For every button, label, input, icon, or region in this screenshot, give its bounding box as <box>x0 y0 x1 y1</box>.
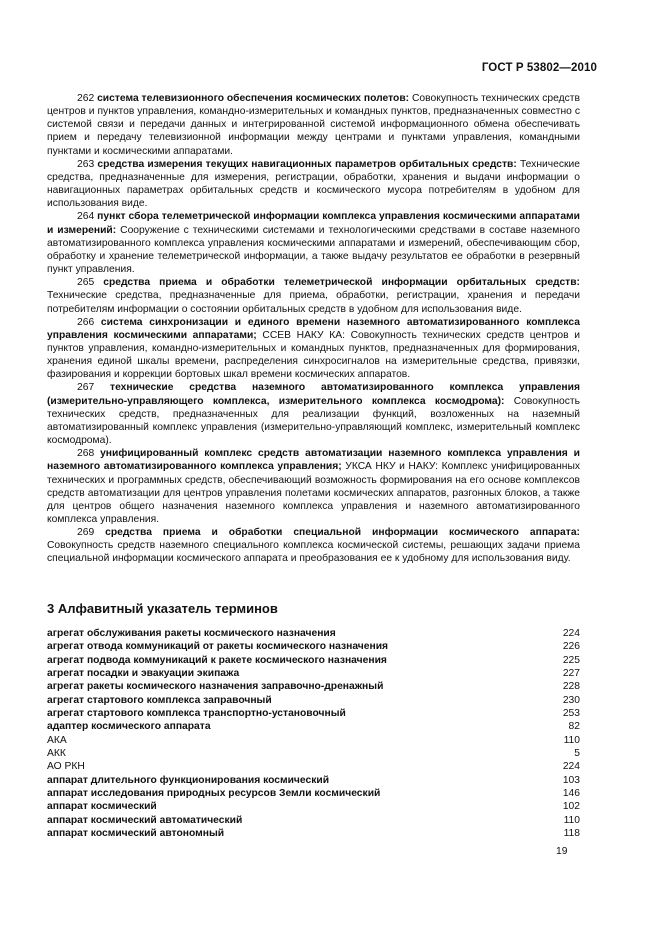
definition-number: 269 <box>77 527 95 539</box>
index-row <box>47 694 580 707</box>
index-page-ref: 146 <box>562 788 580 800</box>
index-term: аппарат исследования природных ресурсов Земли космический <box>47 788 381 800</box>
definition-text: УКСА НКУ и НАКУ: Комплекс унифицированных технических и программных средств, обеспечивающий возможность формирования на его основе комплексов средств автоматизации для центров управления полетами космических аппаратов, разгонных блоков, а также для центров общего назначения наземного комплекса управления и наземного автоматизированного комплекса управления. <box>47 461 581 525</box>
index-row <box>47 760 580 773</box>
definition-268 <box>47 447 580 526</box>
index-term: агрегат отвода коммуникаций от ракеты космического назначения <box>47 641 389 653</box>
definition-term: система телевизионного обеспечения космических полетов: <box>97 93 410 104</box>
definition-264 <box>47 210 580 276</box>
index-term: аппарат космический автоматический <box>47 814 243 826</box>
index-term: АКА <box>47 734 67 746</box>
document-code: ГОСТ Р 53802—2010 <box>481 62 597 74</box>
definition-265 <box>47 276 580 315</box>
index-page-ref: 110 <box>563 814 580 826</box>
definition-term: средства измерения текущих навигационных параметров орбитальных средств: <box>97 158 517 170</box>
definition-text: ССЕВ НАКУ КА: Совокупность технических средств центров и пунктов управления, командно-измерительных и командных пунктов, предназначенных для формирования, хранения единой шкалы времени, распределения синхросигналов на измерительные средства, привязки, фазирования и коррекции бортовых шкал времени космических аппаратов. <box>47 329 580 381</box>
definition-term: средства приема и обработки телеметрической информации орбитальных средств: <box>103 277 580 289</box>
index-row <box>47 720 580 733</box>
alphabetical-index <box>47 627 580 841</box>
definition-number: 262 <box>77 93 95 104</box>
definition-number: 267 <box>77 382 95 394</box>
index-page-ref: 227 <box>562 668 580 680</box>
index-page-ref: 225 <box>562 654 580 666</box>
definition-text: Совокупность средств наземного специального комплекса космической системы, решающих задачи приема специальной информации космического аппарата и преобразования ее к удобному для использования виду. <box>47 540 580 565</box>
index-row <box>47 640 580 653</box>
index-term: аппарат космический <box>47 801 157 813</box>
index-term: агрегат подвода коммуникаций к ракете космического назначения <box>47 654 387 666</box>
definition-term: технические средства наземного автоматизированного комплекса управления (измерительно-управляющего комплекса, измерительного комплекса космодрома): <box>47 382 580 407</box>
index-row <box>47 787 580 800</box>
index-page-ref: 224 <box>562 628 580 639</box>
definition-text: Совокупность технических средств, предназначенных для реализации функций, возложенных на наземный автоматизированный комплекс управления (измерительно-управляющий комплекс, измерительный комплекс космодрома). <box>47 395 581 447</box>
index-term: агрегат обслуживания ракеты космического назначения <box>47 628 336 639</box>
index-page-ref: 253 <box>562 708 580 720</box>
index-row <box>47 707 580 720</box>
index-page-ref: 102 <box>562 801 580 813</box>
index-row <box>47 800 580 813</box>
index-page-ref: 230 <box>562 694 580 706</box>
definition-text: Технические средства, предназначенные для приема, обработки, регистрации, хранения и передачи потребителям информации о состоянии орбитальных средств в удобном для использования виде. <box>47 290 580 315</box>
index-page-ref: 110 <box>563 734 580 746</box>
index-page-ref: 228 <box>562 681 580 693</box>
definition-number: 265 <box>77 277 95 289</box>
index-row <box>47 734 580 747</box>
definition-number: 263 <box>77 158 95 170</box>
index-page-ref: 5 <box>574 748 580 760</box>
index-term: агрегат стартового комплекса транспортно-установочный <box>47 708 346 720</box>
index-row <box>47 654 580 667</box>
page-number: 19 <box>556 846 568 857</box>
definition-number: 266 <box>77 316 95 328</box>
index-term: АКК <box>47 748 66 760</box>
index-page-ref: 103 <box>562 774 580 786</box>
definition-text: Сооружение с техническими системами и технологическими средствами в составе наземного автоматизированного комплекса управления космическими аппаратами и измерений, обеспечивающим сбор, обработку и хранение телеметрической информации, а также выдачу результатов ее обработки в резервный пункт управления. <box>47 224 580 276</box>
definition-263 <box>47 158 580 211</box>
section-title: 3 Алфавитный указатель терминов <box>47 601 278 616</box>
definitions-list <box>47 92 580 566</box>
index-row <box>47 627 580 640</box>
index-page-ref: 118 <box>563 828 580 840</box>
definition-262 <box>47 92 580 158</box>
definition-term: унифицированный комплекс средств автоматизации наземного комплекса управления и наземного автоматизированного комплекса управления; <box>47 448 580 473</box>
index-page-ref: 224 <box>562 761 580 773</box>
index-term: аппарат длительного функционирования космический <box>47 774 330 786</box>
definition-term: пункт сбора телеметрической информации комплекса управления космическими аппаратами и измерений: <box>47 211 580 236</box>
index-row <box>47 680 580 693</box>
index-term: аппарат космический автономный <box>47 828 225 840</box>
definition-269 <box>47 526 580 565</box>
index-row <box>47 814 580 827</box>
index-page-ref: 226 <box>562 641 580 653</box>
index-term: агрегат стартового комплекса заправочный <box>47 694 272 706</box>
definition-267 <box>47 381 580 447</box>
index-page-ref: 82 <box>568 721 580 733</box>
definition-term: система синхронизации и единого времени наземного автоматизированного комплекса управления космическими аппаратами; <box>47 316 580 341</box>
index-term: агрегат посадки и эвакуации экипажа <box>47 668 240 680</box>
definition-text: Совокупность технических средств центров и пунктов управления, командно-измерительных и командных пунктов, предназначенных совместно с системой связи и передачи данных и интегрированной системой информационного обмена обеспечивать прием и передачу телевизионной информации между центрами и пунктами управления, командными пунктами и космическими аппаратами. <box>47 93 580 157</box>
index-term: агрегат ракеты космического назначения заправочно-дренажный <box>47 681 384 693</box>
index-term: адаптер космического аппарата <box>47 721 211 733</box>
definition-number: 264 <box>77 211 95 223</box>
index-row <box>47 827 580 840</box>
definition-266 <box>47 316 580 382</box>
index-term: АО РКН <box>47 761 85 773</box>
definition-term: средства приема и обработки специальной информации космического аппарата: <box>105 527 580 539</box>
index-row <box>47 774 580 787</box>
definition-number: 268 <box>77 448 95 460</box>
index-row <box>47 747 580 760</box>
definition-text: Технические средства, предназначенные для измерения, регистрации, обработки, хранения и выдачи информации о навигационных параметрах орбитальных средств и космического мусора потребителям в удобном для использования виде. <box>47 158 580 210</box>
index-row <box>47 667 580 680</box>
